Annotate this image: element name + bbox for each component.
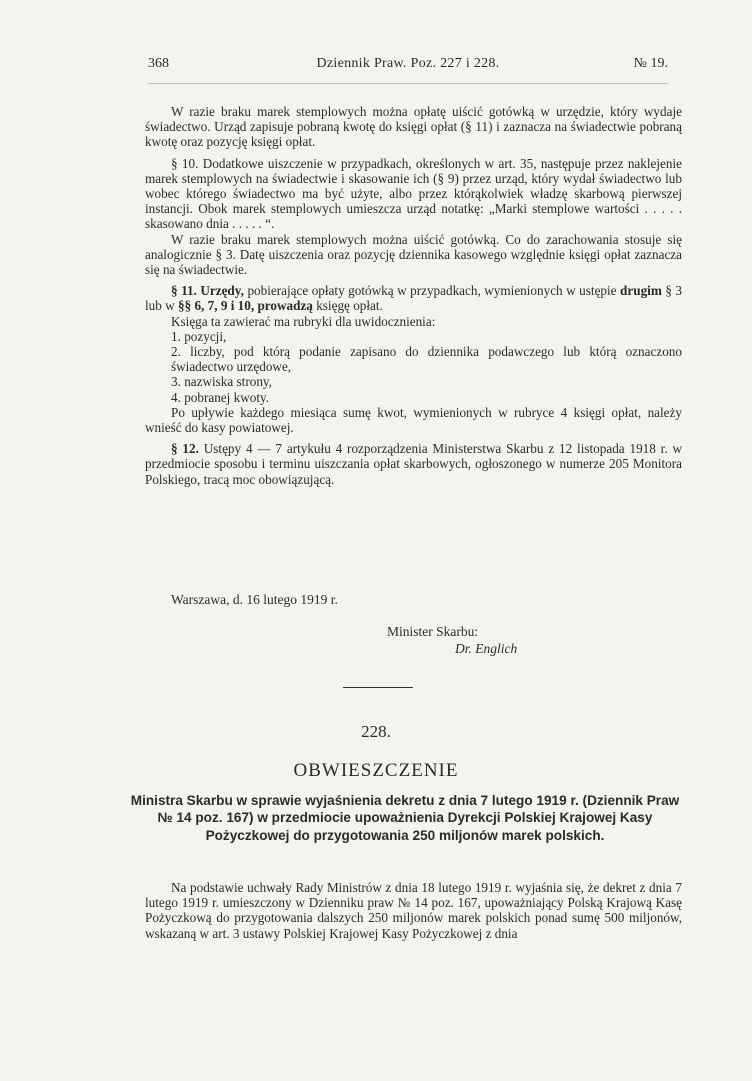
paragraph: Po upływie każdego miesiąca sumę kwot, wymienionych w rubryce 4 księgi opłat, należy wnieść do kasy powiatowej. <box>145 404 682 436</box>
section-227-body <box>145 104 682 487</box>
paragraph-par-10 <box>145 156 682 232</box>
document-subheading: Ministra Skarbu w sprawie wyjaśnienia dekretu z dnia 7 lutego 1919 r. (Dziennik Praw № 14 poz. 167) w przedmiocie upoważnienia Dyrekcji Polskiej Krajowej Kasy Pożyczkowej do przygotowania 250 miljonów marek polskich. <box>130 793 680 843</box>
list-item: 2. liczby, pod którą podanie zapisano do dziennika podawczego lub którą oznaczono świadectwo urzędowe, <box>171 344 682 375</box>
paragraph: W razie braku marek stemplowych można uiścić gotówką. Co do zarachowania stosuje się analogicznie § 3. Datę uiszczenia oraz pozycję dziennika kasowego względnie księgi opłat zaznacza się na świadectwie. <box>145 231 682 278</box>
paragraph: Księga ta zawierać ma rubryki dla uwidocznienia: <box>171 313 436 329</box>
header-rule <box>148 83 668 84</box>
document-heading: OBWIESZCZENIE <box>293 760 459 781</box>
place-date: Warszawa, d. 16 lutego 1919 r. <box>171 592 338 607</box>
journal-title: Dziennik Praw. Poz. 227 i 228. <box>316 56 500 71</box>
section-mark: § 11. Urzędy, <box>171 283 244 299</box>
signatory-name: Dr. Englich <box>455 641 518 656</box>
paragraph-par-11: § 11. Urzędy, pobierające opłaty gotówką w przypadkach, wymienionych w ustępie drugim § 3 lub w §§ 6, 7, 9 i 10, prowadzą księgę opłat. <box>145 283 683 314</box>
item-number: 228. <box>361 722 391 741</box>
list-item: 4. pobranej kwoty. <box>171 389 270 405</box>
section-divider <box>343 687 413 688</box>
list-item: 3. nazwiska strony, <box>171 374 272 390</box>
section-mark: § 12. <box>171 441 199 457</box>
paragraph: Na podstawie uchwały Rady Ministrów z dnia 18 lutego 1919 r. wyjaśnia się, że dekret z dnia 7 lutego 1919 r. umieszczony w Dzienniku praw № 14 poz. 167, upoważniający Polską Krajową Kasę Pożyczkową do przygotowania dalszych 250 miljonów marek polskich ponad sumę 500 miljonów, wskazaną w art. 3 ustawy Polskiej Krajowej Kasy Pożyczkowej z dnia <box>145 880 682 941</box>
section-228-body <box>145 880 682 941</box>
list-item: 1. pozycji, <box>171 328 227 344</box>
running-header <box>148 56 668 80</box>
paragraph-text: Dodatkowe uiszczenie w przypadkach, określonych w art. 35, następuje przez naklejenie marek stemplowych na świadectwie i skasowanie ich (§ 9) przez urząd, który wydał świadectwo lub wobec którego świadectwo ma być użyte, albo przez którąkolwiek władzę skarbową pierwszej instancji. Obok marek stemplowych umieszcza urząd notatkę: „Marki stemplowe wartości . . . . . skasowano dnia . . . . . “. <box>145 155 683 232</box>
page-number: 368 <box>148 56 169 71</box>
issue-number: № 19. <box>633 56 668 71</box>
paragraph: W razie braku marek stemplowych można opłatę uiścić gotówką w urzędzie, który wydaje świadectwo. Urząd zapisuje pobraną kwotę do księgi opłat (§ 11) i zaznacza na świadectwie pobraną kwotę oraz pozycję księgi opłat. <box>145 104 682 150</box>
signatory-title: Minister Skarbu: <box>387 624 479 639</box>
section-mark: § 10. <box>171 155 199 171</box>
paragraph-par-12: § 12. Ustępy 4 — 7 artykułu 4 rozporządzenia Ministerstwa Skarbu z 12 listopada 1918 r. w przedmiocie sposobu i terminu uiszczania opłat skarbowych, ogłoszonego w numerze 205 Monitora Polskiego, tracą moc obowiązującą. <box>145 441 683 487</box>
